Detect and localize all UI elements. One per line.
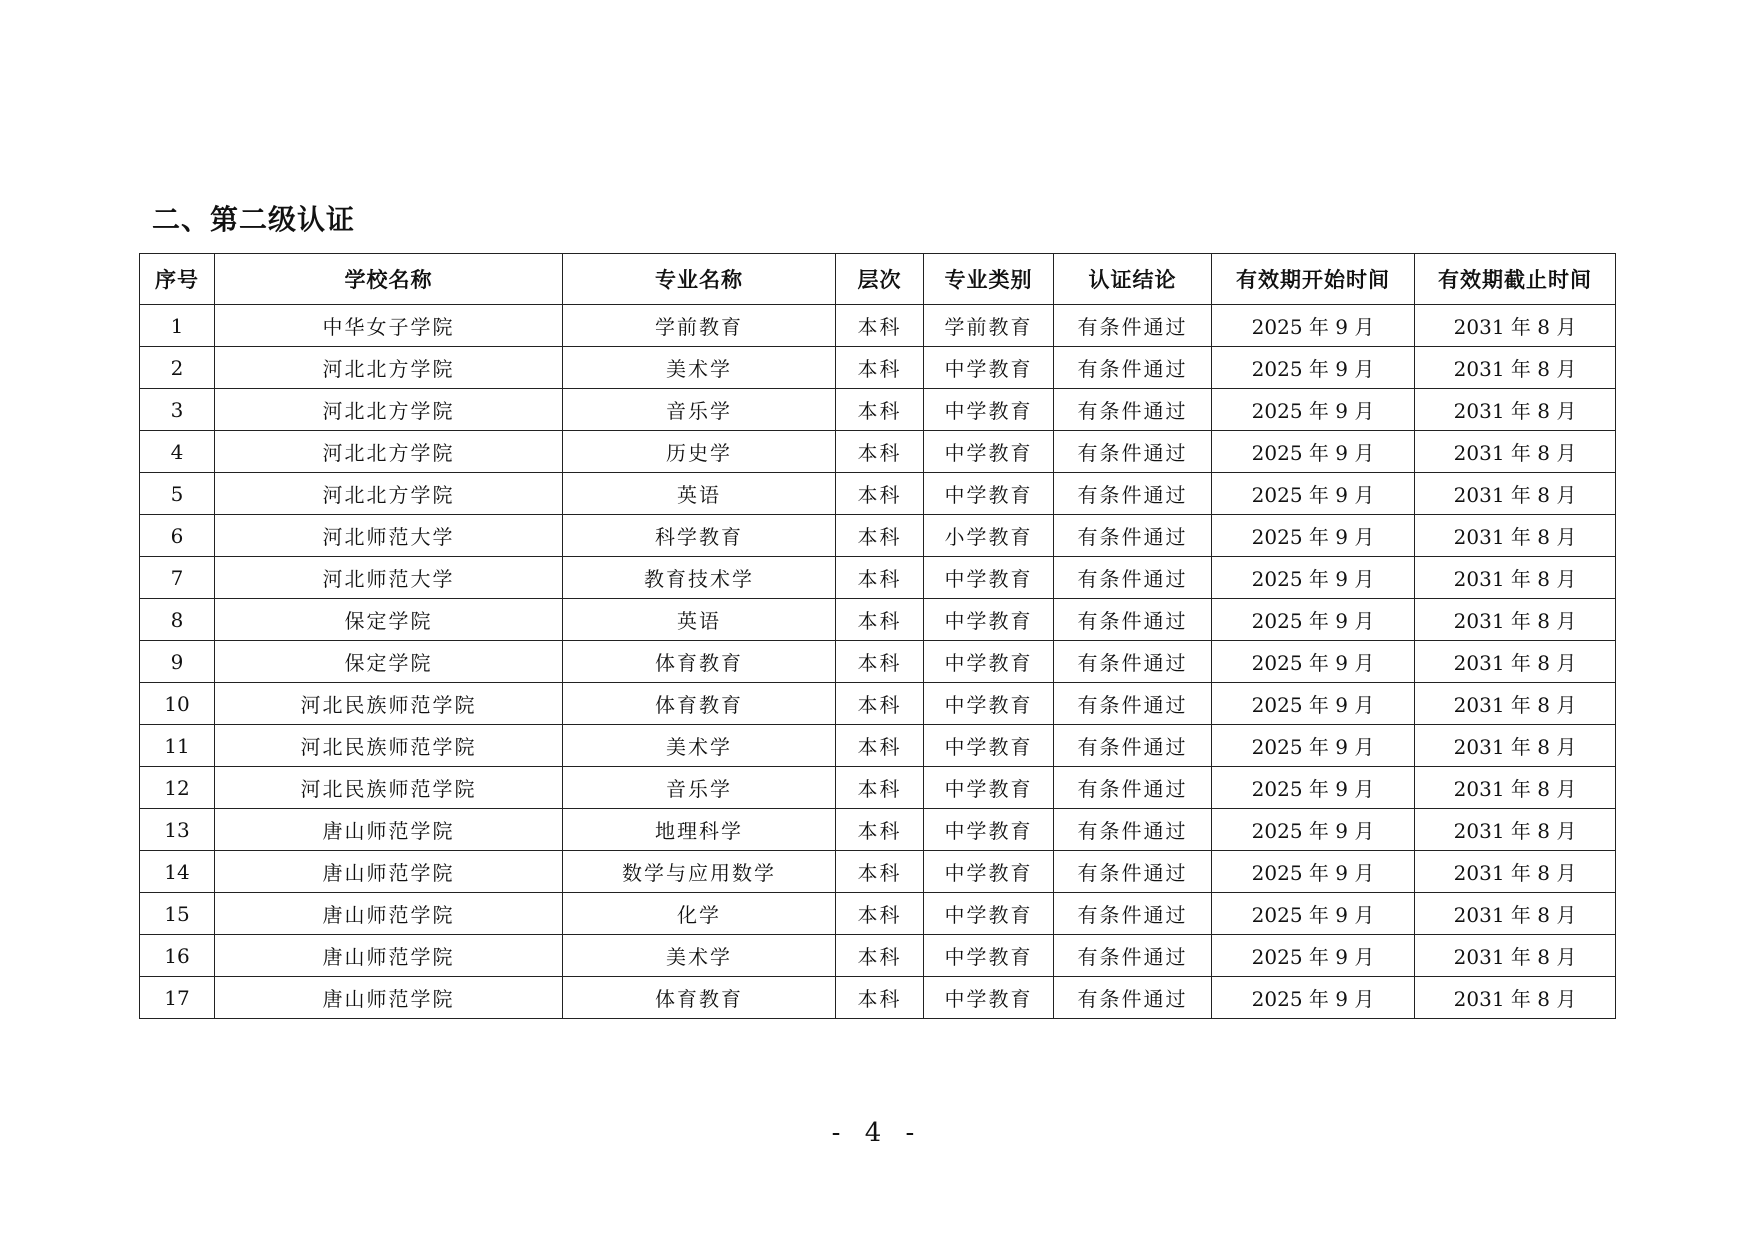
table-row (140, 683, 1616, 725)
certification-table (139, 253, 1616, 1019)
cell-level: 本科 (836, 305, 924, 347)
table-row (140, 641, 1616, 683)
cell-level: 本科 (836, 851, 924, 893)
cell-major-category: 中学教育 (924, 977, 1054, 1019)
cell-major-category: 中学教育 (924, 851, 1054, 893)
cell-conclusion: 有条件通过 (1054, 599, 1212, 641)
cell-level: 本科 (836, 557, 924, 599)
cell-major-category: 中学教育 (924, 725, 1054, 767)
cell-conclusion: 有条件通过 (1054, 977, 1212, 1019)
cell-level: 本科 (836, 431, 924, 473)
cell-valid-start: 2025 年 9 月 (1212, 725, 1415, 767)
cell-school-name: 保定学院 (215, 599, 563, 641)
table-row (140, 515, 1616, 557)
cell-major-category: 小学教育 (924, 515, 1054, 557)
table-row (140, 347, 1616, 389)
cell-valid-end: 2031 年 8 月 (1415, 557, 1616, 599)
cell-index: 4 (140, 431, 215, 473)
cell-major-name: 体育教育 (563, 977, 836, 1019)
cell-valid-end: 2031 年 8 月 (1415, 893, 1616, 935)
cell-major-category: 中学教育 (924, 935, 1054, 977)
cell-school-name: 唐山师范学院 (215, 977, 563, 1019)
table-row (140, 935, 1616, 977)
cell-major-category: 学前教育 (924, 305, 1054, 347)
cell-valid-end: 2031 年 8 月 (1415, 473, 1616, 515)
cell-index: 17 (140, 977, 215, 1019)
table-row (140, 725, 1616, 767)
cell-conclusion: 有条件通过 (1054, 347, 1212, 389)
cell-school-name: 河北北方学院 (215, 347, 563, 389)
page-number: - 4 - (831, 1118, 923, 1148)
cell-school-name: 唐山师范学院 (215, 809, 563, 851)
cell-major-name: 音乐学 (563, 389, 836, 431)
cell-index: 6 (140, 515, 215, 557)
cell-school-name: 保定学院 (215, 641, 563, 683)
cell-level: 本科 (836, 767, 924, 809)
cell-major-name: 历史学 (563, 431, 836, 473)
cell-conclusion: 有条件通过 (1054, 305, 1212, 347)
cell-school-name: 河北北方学院 (215, 473, 563, 515)
cell-valid-end: 2031 年 8 月 (1415, 725, 1616, 767)
cell-valid-end: 2031 年 8 月 (1415, 305, 1616, 347)
cell-level: 本科 (836, 809, 924, 851)
cell-level: 本科 (836, 725, 924, 767)
cell-major-category: 中学教育 (924, 809, 1054, 851)
table-row (140, 767, 1616, 809)
header-major-category: 专业类别 (924, 254, 1054, 305)
table-row (140, 851, 1616, 893)
cell-conclusion: 有条件通过 (1054, 557, 1212, 599)
cell-major-name: 体育教育 (563, 683, 836, 725)
cell-major-category: 中学教育 (924, 599, 1054, 641)
cell-major-category: 中学教育 (924, 557, 1054, 599)
cell-school-name: 唐山师范学院 (215, 935, 563, 977)
header-major-name: 专业名称 (563, 254, 836, 305)
cell-valid-end: 2031 年 8 月 (1415, 431, 1616, 473)
section-title: 二、第二级认证 (152, 203, 356, 236)
header-index: 序号 (140, 254, 215, 305)
cell-valid-start: 2025 年 9 月 (1212, 431, 1415, 473)
cell-valid-end: 2031 年 8 月 (1415, 389, 1616, 431)
cell-level: 本科 (836, 515, 924, 557)
cell-major-category: 中学教育 (924, 767, 1054, 809)
cell-valid-start: 2025 年 9 月 (1212, 767, 1415, 809)
cell-level: 本科 (836, 599, 924, 641)
table-row (140, 473, 1616, 515)
cell-major-name: 音乐学 (563, 767, 836, 809)
cell-index: 11 (140, 725, 215, 767)
cell-valid-start: 2025 年 9 月 (1212, 809, 1415, 851)
cell-level: 本科 (836, 473, 924, 515)
cell-conclusion: 有条件通过 (1054, 515, 1212, 557)
cell-conclusion: 有条件通过 (1054, 851, 1212, 893)
cell-valid-start: 2025 年 9 月 (1212, 473, 1415, 515)
cell-valid-end: 2031 年 8 月 (1415, 851, 1616, 893)
cell-level: 本科 (836, 935, 924, 977)
cell-index: 14 (140, 851, 215, 893)
cell-valid-start: 2025 年 9 月 (1212, 389, 1415, 431)
table-row (140, 977, 1616, 1019)
cell-school-name: 河北北方学院 (215, 431, 563, 473)
table-body (140, 305, 1616, 1019)
header-conclusion: 认证结论 (1054, 254, 1212, 305)
cell-valid-end: 2031 年 8 月 (1415, 683, 1616, 725)
cell-valid-start: 2025 年 9 月 (1212, 683, 1415, 725)
cell-conclusion: 有条件通过 (1054, 473, 1212, 515)
cell-major-name: 英语 (563, 599, 836, 641)
cell-valid-end: 2031 年 8 月 (1415, 809, 1616, 851)
cell-valid-end: 2031 年 8 月 (1415, 599, 1616, 641)
cell-major-name: 科学教育 (563, 515, 836, 557)
cell-school-name: 唐山师范学院 (215, 851, 563, 893)
cell-conclusion: 有条件通过 (1054, 893, 1212, 935)
cell-major-name: 化学 (563, 893, 836, 935)
cell-index: 8 (140, 599, 215, 641)
table-row (140, 599, 1616, 641)
cell-school-name: 河北师范大学 (215, 557, 563, 599)
cell-major-name: 地理科学 (563, 809, 836, 851)
table-row (140, 893, 1616, 935)
table-row (140, 809, 1616, 851)
cell-school-name: 河北民族师范学院 (215, 725, 563, 767)
cell-valid-start: 2025 年 9 月 (1212, 305, 1415, 347)
cell-school-name: 河北民族师范学院 (215, 683, 563, 725)
cell-valid-start: 2025 年 9 月 (1212, 977, 1415, 1019)
cell-conclusion: 有条件通过 (1054, 641, 1212, 683)
cell-major-name: 美术学 (563, 347, 836, 389)
cell-valid-start: 2025 年 9 月 (1212, 935, 1415, 977)
cell-valid-start: 2025 年 9 月 (1212, 347, 1415, 389)
cell-major-name: 学前教育 (563, 305, 836, 347)
cell-index: 16 (140, 935, 215, 977)
table-header-row (140, 254, 1616, 305)
cell-major-category: 中学教育 (924, 683, 1054, 725)
cell-index: 1 (140, 305, 215, 347)
cell-major-name: 美术学 (563, 725, 836, 767)
cell-index: 13 (140, 809, 215, 851)
cell-index: 15 (140, 893, 215, 935)
cell-index: 2 (140, 347, 215, 389)
cell-major-category: 中学教育 (924, 893, 1054, 935)
cell-index: 3 (140, 389, 215, 431)
cell-major-category: 中学教育 (924, 473, 1054, 515)
cell-level: 本科 (836, 977, 924, 1019)
cell-level: 本科 (836, 641, 924, 683)
cell-valid-start: 2025 年 9 月 (1212, 893, 1415, 935)
cell-valid-start: 2025 年 9 月 (1212, 851, 1415, 893)
cell-level: 本科 (836, 347, 924, 389)
cell-school-name: 河北民族师范学院 (215, 767, 563, 809)
cell-school-name: 河北北方学院 (215, 389, 563, 431)
cell-index: 10 (140, 683, 215, 725)
cell-major-name: 英语 (563, 473, 836, 515)
cell-conclusion: 有条件通过 (1054, 767, 1212, 809)
cell-valid-start: 2025 年 9 月 (1212, 515, 1415, 557)
cell-major-name: 数学与应用数学 (563, 851, 836, 893)
cell-valid-end: 2031 年 8 月 (1415, 515, 1616, 557)
cell-conclusion: 有条件通过 (1054, 683, 1212, 725)
cell-major-category: 中学教育 (924, 641, 1054, 683)
cell-conclusion: 有条件通过 (1054, 809, 1212, 851)
cell-valid-end: 2031 年 8 月 (1415, 977, 1616, 1019)
cell-index: 9 (140, 641, 215, 683)
cell-school-name: 唐山师范学院 (215, 893, 563, 935)
cell-index: 7 (140, 557, 215, 599)
header-level: 层次 (836, 254, 924, 305)
cell-valid-end: 2031 年 8 月 (1415, 767, 1616, 809)
cell-major-category: 中学教育 (924, 431, 1054, 473)
cell-major-category: 中学教育 (924, 389, 1054, 431)
cell-level: 本科 (836, 389, 924, 431)
header-school-name: 学校名称 (215, 254, 563, 305)
cell-conclusion: 有条件通过 (1054, 935, 1212, 977)
cell-valid-start: 2025 年 9 月 (1212, 641, 1415, 683)
cell-major-category: 中学教育 (924, 347, 1054, 389)
cell-valid-start: 2025 年 9 月 (1212, 557, 1415, 599)
cell-school-name: 河北师范大学 (215, 515, 563, 557)
cell-valid-end: 2031 年 8 月 (1415, 347, 1616, 389)
cell-conclusion: 有条件通过 (1054, 725, 1212, 767)
table-row (140, 431, 1616, 473)
cell-valid-end: 2031 年 8 月 (1415, 641, 1616, 683)
cell-major-name: 教育技术学 (563, 557, 836, 599)
cell-index: 5 (140, 473, 215, 515)
header-valid-start: 有效期开始时间 (1212, 254, 1415, 305)
cell-valid-end: 2031 年 8 月 (1415, 935, 1616, 977)
cell-major-name: 美术学 (563, 935, 836, 977)
cell-major-name: 体育教育 (563, 641, 836, 683)
cell-conclusion: 有条件通过 (1054, 389, 1212, 431)
cell-index: 12 (140, 767, 215, 809)
cell-conclusion: 有条件通过 (1054, 431, 1212, 473)
table-row (140, 557, 1616, 599)
cell-level: 本科 (836, 683, 924, 725)
cell-valid-start: 2025 年 9 月 (1212, 599, 1415, 641)
table-row (140, 305, 1616, 347)
cell-school-name: 中华女子学院 (215, 305, 563, 347)
header-valid-end: 有效期截止时间 (1415, 254, 1616, 305)
table-row (140, 389, 1616, 431)
cell-level: 本科 (836, 893, 924, 935)
